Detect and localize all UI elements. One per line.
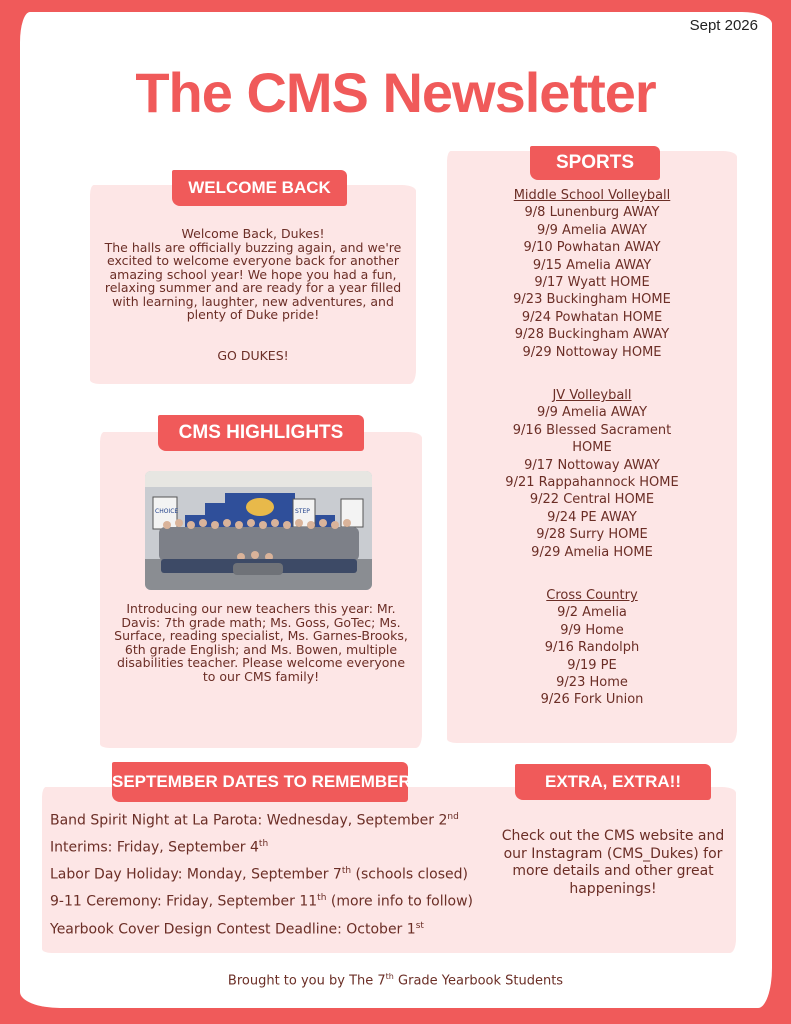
sports-item: 9/17 Wyatt HOME [534,275,650,291]
sports-item: 9/21 Rappahannock HOME [505,475,679,491]
sports-item: 9/8 Lunenburg AWAY [524,205,660,221]
sports-jv-volleyball [447,387,737,561]
sports-item: 9/22 Central HOME [529,492,655,508]
sports-item: 9/9 Home [560,622,624,638]
sports-item: 9/16 Randolph [544,640,640,656]
sports-item: 9/10 Powhatan AWAY [523,240,661,256]
sports-item: 9/9 Amelia AWAY [536,222,648,238]
september-dates-list [50,806,490,942]
date-item: Band Spirit Night at La Parota: Wednesday, September 2nd [50,812,459,829]
date-item: 9-11 Ceremony: Friday, September 11th (more info to follow) [50,893,473,911]
teachers-group-photo [145,471,372,590]
sports-item: 9/24 Powhatan HOME [521,309,663,325]
photo-banner-choice: CHOICE [155,508,179,515]
sports-item: 9/29 Amelia HOME [531,544,653,560]
date-item: Yearbook Cover Design Contest Deadline: October 1st [50,920,424,938]
photo-banner-step: STEP [295,508,310,515]
sports-item: 9/23 Home [556,675,628,691]
welcome-cheer: GO DUKES! [217,348,289,363]
sports-item: 9/17 Nottoway AWAY [524,457,660,473]
sports-item: 9/23 Buckingham HOME [513,292,671,308]
highlights-body: Introducing our new teachers this year: Mr. Davis: 7th grade math; Ms. Goss, GoTec; Ms. Surface, reading specialist, Ms. Garnes-Brooks, 6th grade English; and Ms. Bowen, multiple disabilities teacher. Please welcome everyone to our CMS family! [114,601,408,684]
sports-item: 9/9 Amelia AWAY [536,405,648,421]
september-label: SEPTEMBER DATES TO REMEMBER [112,762,408,802]
sports-item: 9/28 Buckingham AWAY [514,327,670,343]
sports-cross-country [447,587,737,709]
sports-item: 9/26 Fork Union [540,692,644,708]
sports-item: 9/29 Nottoway HOME [522,344,662,360]
sports-item: 9/19 PE [567,657,617,673]
issue-date: Sept 2026 [689,17,758,34]
sports-item: 9/15 Amelia AWAY [532,257,652,273]
sports-section-heading: Middle School Volleyball [513,188,671,203]
sports-item: 9/2 Amelia [557,605,627,621]
sports-item: 9/24 PE AWAY [547,509,637,525]
highlights-label: CMS HIGHLIGHTS [158,415,364,451]
footer-credit: Brought to you by The 7th Grade Yearbook Students [227,972,564,989]
sports-label: SPORTS [530,146,660,180]
sports-item: 9/28 Surry HOME [536,527,648,543]
sports-section-heading: JV Volleyball [552,388,632,403]
welcome-body: Welcome Back, Dukes! The halls are officially buzzing again, and we're excited to welcome everyone back for another amazing school year! We hope you had a fun, relaxing summer and are ready for a year filled with learning, laughter, new adventures, and plenty of Duke pride! [104,226,402,322]
sports-section-heading: Cross Country [546,588,638,603]
sports-item: HOME [572,440,612,456]
extra-body: Check out the CMS website and our Instagram (CMS_Dukes) for more details and other great happenings! [501,828,725,897]
welcome-label: WELCOME BACK [172,170,347,206]
date-item: Interims: Friday, September 4th [50,839,269,856]
sports-item: 9/16 Blessed Sacrament [512,422,672,438]
newsletter-title: The CMS Newsletter [135,61,656,124]
extra-label: EXTRA, EXTRA!! [515,764,711,800]
sports-ms-volleyball [447,187,737,361]
date-item: Labor Day Holiday: Monday, September 7th (schools closed) [50,866,468,883]
